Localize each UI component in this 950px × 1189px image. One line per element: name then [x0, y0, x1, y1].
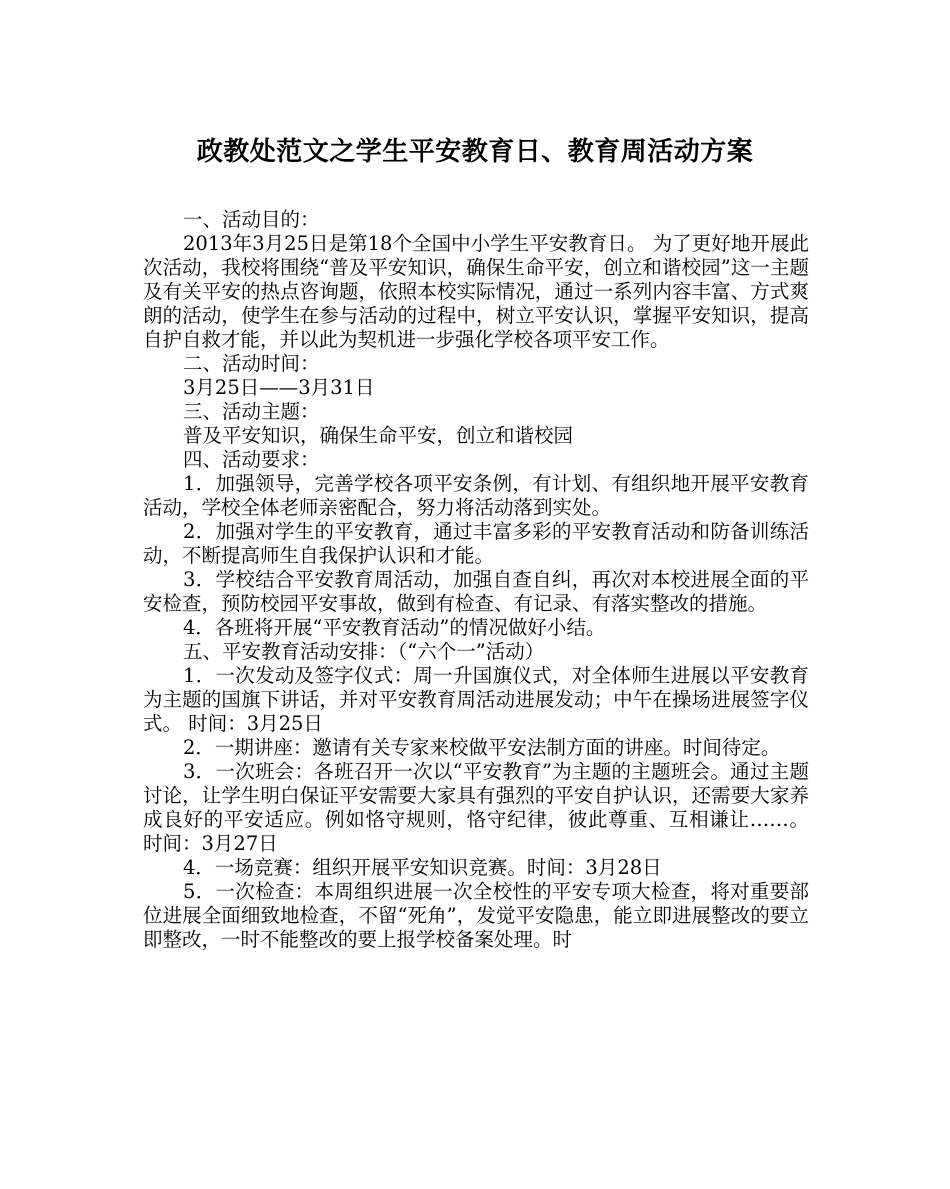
heading-theme: 三、活动主题： [183, 400, 320, 423]
heading-purpose: 一、活动目的： [183, 208, 320, 231]
paragraph-time: 3月25日——3月31日 [183, 376, 375, 399]
arrangement-item: 4．一场竞赛：组织开展平安知识竞赛。时间：3月28日 [183, 856, 662, 879]
heading-arrangement: 五、平安教育活动安排：（“六个一”活动） [183, 640, 545, 663]
document-body [143, 208, 809, 952]
arrangement-item: 3．一次班会：各班召开一次以“平安教育”为主题的主题班会。通过主题讨论，让学生明白保证平安需要大家具有强烈的平安自护认识，还需要大家养成良好的平安适应。例如恪守规则，恪守纪律，彼此尊重、互相谦让……。 时间：3月27日 [143, 760, 809, 855]
paragraph-purpose: 2013年3月25日是第18个全国中小学生平安教育日。 为了更好地开展此次活动，我校将围绕“普及平安知识，确保生命平安，创立和谐校园”这一主题及有关平安的热点咨询题，依照本校实际情况，通过一系列内容丰富、方式爽朗的活动，使学生在参与活动的过程中，树立平安认识，掌握平安知识，提高自护自救才能，并以此为契机进一步强化学校各项平安工作。 [143, 232, 809, 351]
requirement-item: 1．加强领导，完善学校各项平安条例，有计划、有组织地开展平安教育活动，学校全体老师亲密配合，努力将活动落到实处。 [143, 472, 809, 519]
document-title: 政教处范文之学生平安教育日、教育周活动方案 [196, 137, 754, 167]
requirement-item: 4．各班将开展“平安教育活动”的情况做好小结。 [183, 616, 606, 639]
heading-time: 二、活动时间： [183, 352, 320, 375]
heading-requirements: 四、活动要求： [183, 448, 320, 471]
requirement-item: 2．加强对学生的平安教育，通过丰富多彩的平安教育活动和防备训练活动，不断提高师生自我保护认识和才能。 [143, 520, 809, 567]
arrangement-item: 2．一期讲座：邀请有关专家来校做平安法制方面的讲座。时间待定。 [183, 736, 781, 759]
arrangement-item: 5．一次检查：本周组织进展一次全校性的平安专项大检查，将对重要部位进展全面细致地检查，不留“死角”，发觉平安隐患，能立即进展整改的要立即整改，一时不能整改的要上报学校备案处理。时 [143, 880, 809, 951]
requirement-item: 3．学校结合平安教育周活动，加强自查自纠，再次对本校进展全面的平安检查，预防校园平安事故，做到有检查、有记录、有落实整改的措施。 [143, 568, 809, 615]
paragraph-theme: 普及平安知识，确保生命平安，创立和谐校园 [183, 424, 574, 447]
arrangement-item: 1．一次发动及签字仪式：周一升国旗仪式，对全体师生进展以平安教育为主题的国旗下讲话，并对平安教育周活动进展发动；中午在操场进展签字仪式。 时间：3月25日 [143, 664, 809, 735]
